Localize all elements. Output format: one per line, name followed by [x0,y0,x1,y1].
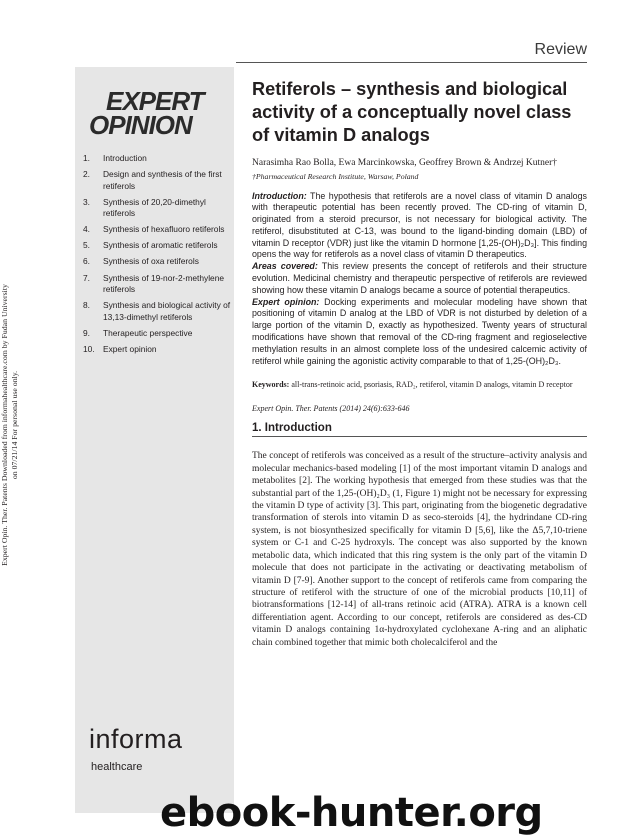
article [252,78,587,649]
expert-opinion-logo: EXPERT OPINION [89,86,204,140]
toc-item[interactable]: 4. Synthesis of hexafluoro retiferols [83,224,225,235]
affiliation: †Pharmaceutical Research Institute, Warsaw, Poland [252,171,419,181]
keywords: Keywords: all-trans-retinoic acid, psoriasis, RAD₂, retiferol, vitamin D analogs, vitamin D receptor [252,380,573,390]
sidebar [75,67,234,813]
toc-item[interactable]: 2. Design and synthesis of the first retiferols [83,169,222,191]
abstract-paragraph: Expert opinion: Docking experiments and molecular modeling have shown that positioning of vitamin D analog at the LBD of VDR is not disturbed by deletion of a large portion of the vitamin D, exactly as hypothesized. Twenty years of structural modifications have shown that removal of the CD-ring fragment and regioselective methylation results in an almost complete loss of the undesired calcemic activity of retiferol while gaining the agonistic activity comparable to that of 1,25-(OH)₂D₃. [252,296,587,366]
publisher-logo: informa [89,724,183,754]
article-title: Retiferols – synthesis and biological activity of a conceptually novel class of vitamin D analogs [252,79,572,145]
toc-item[interactable]: 8. Synthesis and biological activity of 13,13-dimethyl retiferols [83,300,231,322]
abstract-paragraph: Areas covered: This review presents the concept of retiferols and their structure evolution. Medicinal chemistry and therapeutic perspective of retiferols are reviewed showing how these vitamin D analogs became a source of potential therapeutics. [252,261,587,295]
watermark: ebook-hunter.org [160,790,543,836]
toc-item[interactable]: 7. Synthesis of 19-nor-2-methylene retiferols [83,272,225,295]
abstract [252,191,587,368]
intro-paragraph: The concept of retiferols was conceived as a result of the structure–activity analysis and molecular mechanics-based modeling [1] of the most important vitamin D analogs and metabolites [2]. The working hypothesis that emerged from these studies was that the substantial part of the 1,25-(OH)₂D₃ (1, Figure 1) might not be necessary for expressing the vitamin D type of activity [3]. This part, originating from the biogenetic degradative transformation of sterols into vitamin D as seco-steroids [4], the hydrindane CD-ring system, is not biosynthesized specifically for vitamin D [5,6], like the Δ5,7,10-triene system or C-1 and C-25 hydroxyls. The concept was also supported by the known metabolic data, which indicated that this ring system is the only part of the vitamin D molecule that does not participate in the activating or deactivating metabolism of vitamin D [7-9]. Another support to the concept of retiferols came from comparing the structure of retiferol with the structure of one of the microbial products [10,11] of biotransformations [12-14] of all-trans retinoic acid (ATRA). ATRA is a known cell differentiation agent. According to our concept, retiferols are considered as des-CD vitamin D analogs containing 1α-hydroxylated cyclohexane A-ring and an aliphatic chain combined together that mimic both cholecalciferol and the [252,451,587,648]
toc-item[interactable]: 1. Introduction [83,153,147,163]
table-of-contents [83,153,231,360]
toc-item[interactable]: 9. Therapeutic perspective [83,327,193,338]
toc-item[interactable]: 6. Synthesis of oxa retiferols [83,256,199,267]
citation: Expert Opin. Ther. Patents (2014) 24(6):633-646 [252,404,410,414]
section-rule [252,436,587,437]
review-label: Review [534,41,587,58]
publisher-subtitle: healthcare [91,761,143,773]
abstract-paragraph: Introduction: The hypothesis that retiferols are a novel class of vitamin D analogs with therapeutic potential has been recently proved. The CD-ring of vitamin D, originated from a steroid precursor, is not necessary for biological activity. The retiferol, disubstituted at C-13, was bound to the ligand-binding domain (LBD) of vitamin D receptor (VDR) just like the vitamin D hormone [1,25-(OH)₂D₃]. This finding opens the way for retiferols as a novel class of vitamin D therapeutics. [252,190,587,260]
section-heading: 1. Introduction [252,422,332,435]
toc-item[interactable]: 5. Synthesis of aromatic retiferols [83,240,218,251]
toc-item[interactable]: 10. Expert opinion [83,343,157,354]
toc-item[interactable]: 3. Synthesis of 20,20-dimethyl retiferols [83,196,206,219]
download-note: Expert Opin. Ther. Patents Downloaded from informahealthcare.com by Fudan University on 07/21/14 For personal use only. [0,284,19,566]
author-list: Narasimha Rao Bolla, Ewa Marcinkowska, Geoffrey Brown & Andrzej Kutner† [252,158,558,168]
header-rule [236,62,587,63]
